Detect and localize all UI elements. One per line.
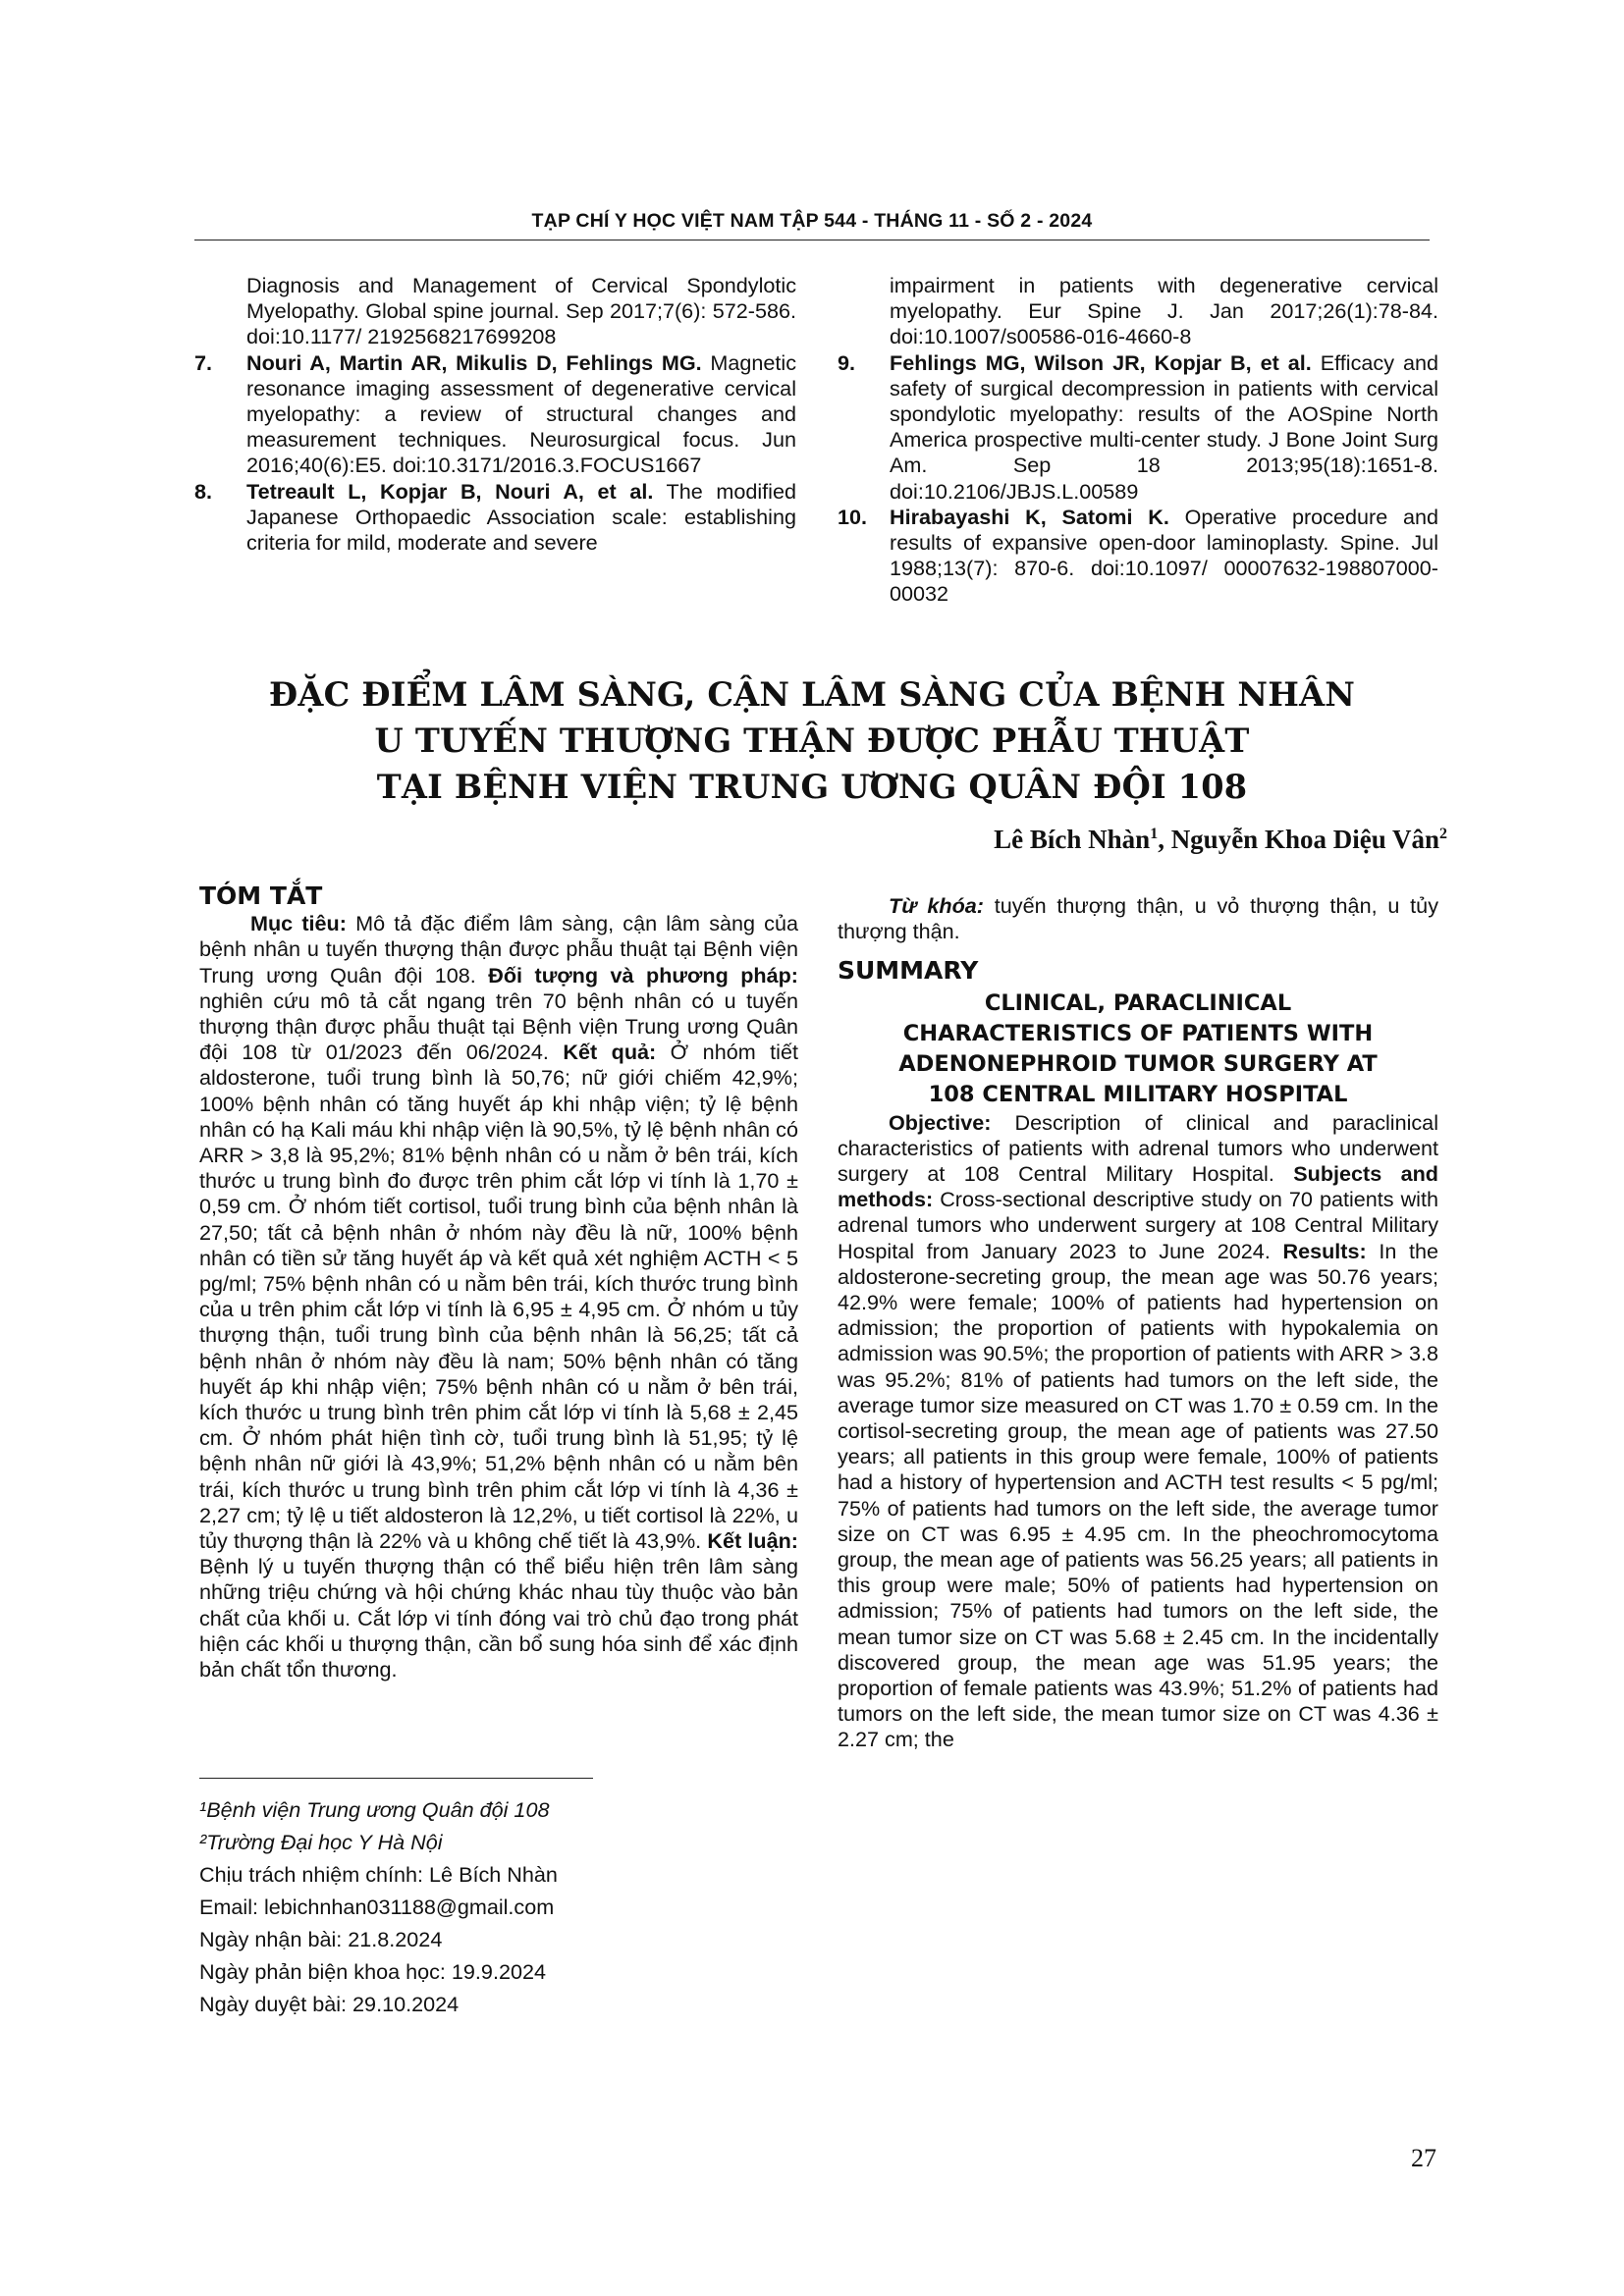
footnotes [199, 1793, 631, 2020]
affiliation: ¹Bệnh viện Trung ương Quân đội 108 [199, 1797, 550, 1822]
references-right [838, 273, 1438, 608]
title-line: ĐẶC ĐIỂM LÂM SÀNG, CẬN LÂM SÀNG CỦA BỆNH NHÂN [268, 675, 1356, 714]
abstract-body: Mục tiêu: Mô tả đặc điểm lâm sàng, cận lâm sàng của bệnh nhân u tuyến thượng thận được phẫu thuật tại Bệnh viện Trung ương Quân đội 108. Đối tượng và phương pháp: nghiên cứu mô tả cắt ngang trên 70 bệnh nhân có u tuyến thượng thận được phẫu thuật tại Bệnh viện Trung ương Quân đội 108 từ 01/2023 đến 06/2024. Kết quả: Ở nhóm tiết aldosterone, tuổi trung bình là 50,76; nữ giới chiếm 42,9%; 100% bệnh nhân có tăng huyết áp khi nhập viện; tỷ lệ bệnh nhân có hạ Kali máu khi nhập viện là 90,5%, tỷ lệ bệnh nhân có ARR > 3,8 là 95,2%; 81% bệnh nhân có u nằm ở bên trái, kích thước u trung bình đo được trên phim cắt lớp vi tính là 1,70 ± 0,59 cm. Ở nhóm tiết cortisol, tuổi trung bình của bệnh nhân là 27,50; tất cả bệnh nhân ở nhóm này đều là nữ, 100% bệnh nhân có tiền sử tăng huyết áp và kết quả xét nghiệm ACTH < 5 pg/ml; 75% bệnh nhân có u nằm bên trái, kích thước trung bình của u trên phim cắt lớp vi tính là 6,95 ± 4,95 cm. Ở nhóm u tủy thượng thận, tuổi trung bình của bệnh nhân là 56,25; tất cả bệnh nhân ở nhóm này đều là nam; 50% bệnh nhân có tăng huyết áp khi nhập viện; 75% bệnh nhân có u nằm ở bên trái, kích thước u trung bình trên phim cắt lớp vi tính là 5,68 ± 2,45 cm. Ở nhóm phát hiện tình cờ, tuổi trung bình là 51,95; tỷ lệ bệnh nhân nữ giới là 43,9%; 51,2% bệnh nhân có u nằm bên trái, kích thước u trung bình trên phim cắt lớp vi tính là 4,36 ± 2,27 cm; tỷ lệ u tiết aldosteron là 12,2%, u tiết cortisol là 22%, u tủy thượng thận là 22% và u không chế tiết là 43,9%. Kết luận: Bệnh lý u tuyến thượng thận có thể biểu hiện trên lâm sàng những triệu chứng và hội chứng khác nhau tùy thuộc vào bản chất của khối u. Cắt lớp vi tính đóng vai trò chủ đạo trong phát hiện các khối u thượng thận, cần bổ sung hóa sinh để xác định bản chất tổn thương. [199, 911, 798, 1682]
title-line: TẠI BỆNH VIỆN TRUNG ƯƠNG QUÂN ĐỘI 108 [376, 768, 1248, 806]
reference-continued-right: impairment in patients with degenerative cervical myelopathy. Eur Spine J. Jan 2017;26(1):78-84. doi:10.1007/s00586-016-4660-8 [890, 273, 1438, 349]
reference-8: 8. Tetreault L, Kopjar B, Nouri A, et al. The modified Japanese Orthopaedic Association scale: establishing criteria for mild, moderate and severe [194, 478, 796, 556]
author-name: Nguyễn Khoa Diệu Vân [1170, 825, 1439, 854]
page-number: 27 [1411, 2144, 1436, 2172]
footnote-rule [199, 1778, 593, 1779]
keywords: Từ khóa: tuyến thượng thận, u vỏ thượng thận, u tủy thượng thận. [838, 893, 1438, 944]
summary-body: Objective: Description of clinical and paraclinical characteristics of patients with adrenal tumors who underwent surgery at 108 Central Military Hospital. Subjects and methods: Cross-sectional descriptive study on 70 patients with adrenal tumors who underwent surgery at 108 Central Military Hospital from January 2023 to June 2024. Results: In the aldosterone-secreting group, the mean age was 50.76 years; 42.9% were female; 100% of patients had hypertension on admission; the proportion of patients with hypokalemia on admission was 90.5%; the proportion of patients with ARR > 3.8 was 95.2%; 81% of patients had tumors on the left side, the average tumor size measured on CT was 1.70 ± 0.59 cm. In the cortisol-secreting group, the mean age of patients was 27.50 years; all patients in this group were female, 100% of patients had a history of hypertension and ACTH test results < 5 pg/ml; 75% of patients had tumors on the left side, the average tumor size on CT was 6.95 ± 4.95 cm. In the pheochromocytoma group, the mean age of patients was 56.25 years; all patients in this group were male; 50% of patients had hypertension on admission; 75% of patients had tumors on the left side, the mean tumor size on CT was 5.68 ± 2.45 cm. In the incidentally discovered group, the mean age was 51.95 years; the proportion of female patients was 43.9%; 51.2% of patients had tumors on the left side, the mean tumor size on CT was 4.36 ± 2.27 cm; the [838, 1109, 1438, 1752]
affiliation: ²Trường Đại học Y Hà Nội [199, 1830, 443, 1854]
reference-9: 9. Fehlings MG, Wilson JR, Kopjar B, et al. Efficacy and safety of surgical decompression in patients with cervical spondylotic myelopathy: results of the AOSpine North America prospective multi-center study. J Bone Joint Surg Am. Sep 18 2013;95(18):1651-8. doi:10.2106/JBJS.L.00589 [838, 349, 1438, 504]
title-line: U TUYẾN THƯỢNG THẬN ĐƯỢC PHẪU THUẬT [374, 721, 1250, 760]
summary-heading: SUMMARY [838, 956, 979, 986]
review-date: Ngày phản biện khoa học: 19.9.2024 [199, 1959, 546, 1984]
corresponding-author: Chịu trách nhiệm chính: Lê Bích Nhàn [199, 1862, 558, 1887]
received-date: Ngày nhận bài: 21.8.2024 [199, 1927, 443, 1951]
author-list: Lê Bích Nhàn$^1$, Nguyễn Khoa Diệu Vân$^2$ [994, 825, 1447, 854]
summary-title: CLINICAL, PARACLINICAL CHARACTERISTICS OF PATIENTS WITH ADENONEPHROID TUMOR SURGERY AT 108 CENTRAL MILITARY HOSPITAL [898, 989, 1378, 1107]
abstract-heading: TÓM TẮT [199, 881, 323, 910]
abstract-right-column [838, 883, 1438, 1753]
article-title [194, 671, 1430, 810]
reference-continued-left: Diagnosis and Management of Cervical Spondylotic Myelopathy. Global spine journal. Sep 2017;7(6): 572-586. doi:10.1177/ 2192568217699208 [246, 273, 796, 349]
journal-header: TẠP CHÍ Y HỌC VIỆT NAM TẬP 544 - THÁNG 11 - SỐ 2 - 2024 [531, 210, 1093, 232]
reference-7: 7. Nouri A, Martin AR, Mikulis D, Fehlings MG. Magnetic resonance imaging assessment of degenerative cervical myelopathy: a review of structural changes and measurement techniques. Neurosurgical focus. Jun 2016;40(6):E5. doi:10.3171/2016.3.FOCUS1667 [194, 349, 797, 478]
references-left [194, 273, 796, 556]
reference-10: 10. Hirabayashi K, Satomi K. Operative procedure and results of expansive open-door laminoplasty. Spine. Jul 1988;13(7): 870-6. doi:10.1097/ 00007632-198807000-00032 [838, 504, 1438, 607]
author-name: Lê Bích Nhàn [994, 825, 1151, 854]
author-email: Email: lebichnhan031188@gmail.com [199, 1895, 555, 1919]
abstract-vietnamese [199, 883, 798, 1682]
accepted-date: Ngày duyệt bài: 29.10.2024 [199, 1992, 460, 2016]
